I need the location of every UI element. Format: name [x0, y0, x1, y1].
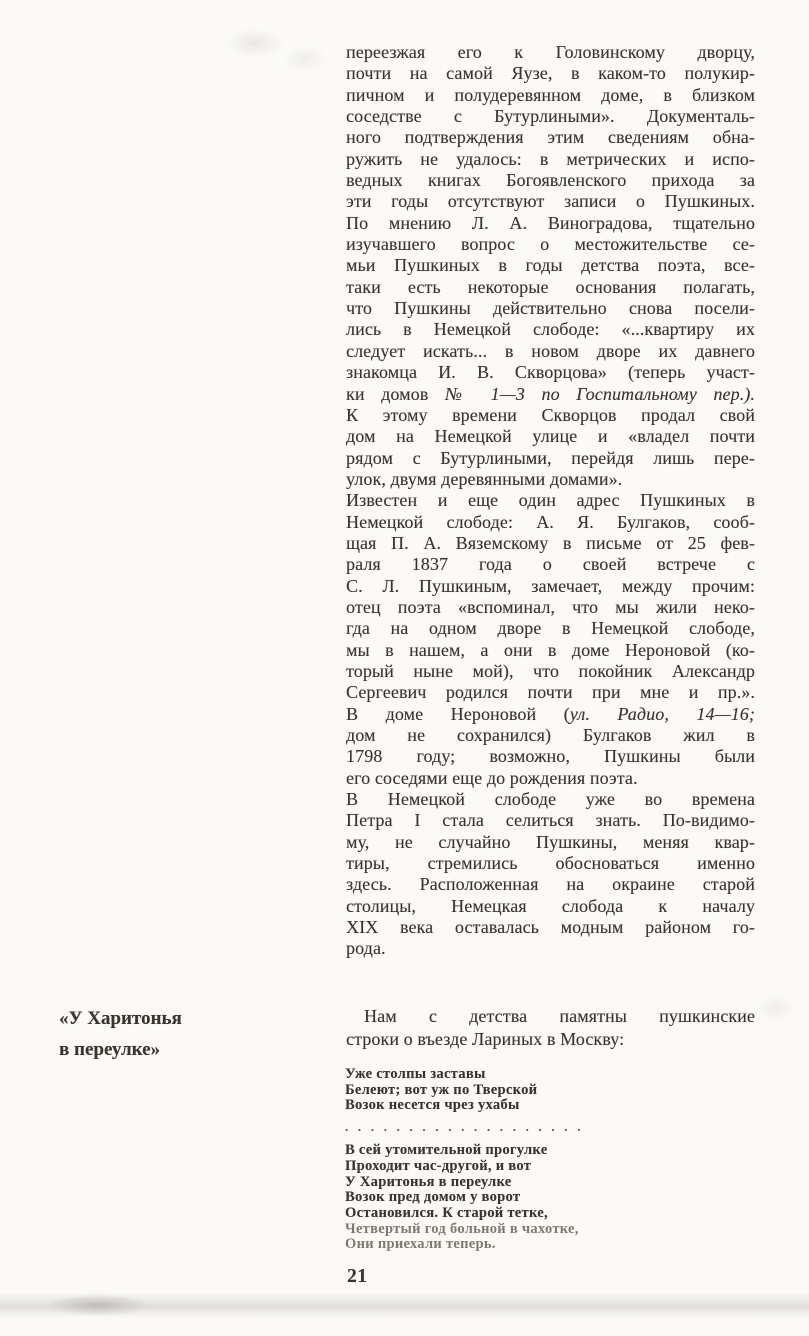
text-segment: Четвертый год больной в чахотке, [345, 1220, 579, 1237]
text-segment: изучавшего вопрос о местожительстве се- [346, 234, 755, 255]
body-text-line [346, 853, 755, 874]
text-segment: отец поэта «вспоминал, что мы жили неко- [346, 596, 755, 617]
text-segment: пичном и полудеревянном доме, в близком [346, 84, 755, 105]
text-segment: 1798 году; возможно, Пушкины были [346, 746, 755, 767]
body-text-line [346, 448, 755, 469]
text-segment: дом на Немецкой улице и «владел почти [346, 426, 755, 447]
text-segment: ного подтверждения этим сведениям обна- [346, 127, 755, 148]
text-segment: рядом с Бутурлиными, перейдя лишь пере- [346, 447, 755, 468]
text-segment: мы в нашем, а они в доме Нероновой (ко- [346, 639, 755, 660]
text-segment: столицы, Немецкая слобода к началу [346, 895, 755, 916]
text-segment: щая П. А. Вяземскому в письме от 25 фев- [346, 532, 755, 553]
poem-line [345, 1206, 665, 1222]
text-segment: Сергеевич родился почти при мне и пр.». [346, 682, 755, 703]
body-text-line [346, 42, 755, 63]
intro-paragraph [346, 1005, 755, 1050]
body-text-line [346, 704, 755, 725]
text-segment: Возок пред домом у ворот [345, 1189, 521, 1206]
body-text-line [346, 661, 755, 682]
text-segment: Известен и еще один адрес Пушкиных в [346, 490, 755, 511]
text-segment: Петра I стала селиться знать. По-видимо- [346, 810, 755, 831]
body-text-line [346, 618, 755, 639]
text-segment: соседстве с Бутурлиными». Документаль- [346, 106, 755, 127]
body-text-line [346, 149, 755, 170]
body-text-line [346, 106, 755, 127]
italic-segment: № 1—3 по Госпитальному пер.). [444, 383, 755, 404]
text-segment: торый ныне мой), что покойник Александр [346, 660, 755, 681]
text-segment: тиры, стремились обосноваться именно [346, 853, 755, 874]
italic-segment: ул. Радио, 14—16; [569, 703, 755, 724]
text-segment: Уже столпы заставы [345, 1066, 486, 1082]
body-text-line [346, 362, 755, 383]
text-segment: следует искать... в новом дворе их давнего [346, 340, 755, 361]
body-text-line [346, 426, 755, 447]
poem-line [345, 1067, 665, 1083]
text-segment: Они приехали теперь. [345, 1236, 496, 1253]
poem-line [345, 1098, 665, 1114]
text-segment: Проходит час-другой, и вот [345, 1157, 532, 1174]
margin-heading-line: в переулке» [59, 1038, 161, 1060]
poem-excerpt [345, 1067, 665, 1253]
poem-line [345, 1190, 665, 1206]
body-text-line [346, 384, 755, 405]
text-segment: дом не сохранился) Булгаков жил в [346, 725, 755, 745]
body-text-line [346, 554, 755, 575]
poem-line [345, 1237, 665, 1253]
text-segment: У Харитонья в переулке [345, 1173, 512, 1190]
body-text-line [346, 576, 755, 597]
body-text-line [346, 597, 755, 618]
body-text-line [346, 874, 755, 895]
body-text-line [346, 298, 755, 319]
text-segment: почти на самой Яузе, в каком-то полукир- [346, 63, 755, 84]
body-text-line [346, 746, 755, 767]
intro-text-line [346, 1028, 755, 1051]
text-segment: Остановился. К старой тетке, [345, 1204, 548, 1221]
text-segment: Белеют; вот уж по Тверской [345, 1081, 538, 1098]
body-text-line [346, 533, 755, 554]
scan-shadow [0, 1292, 809, 1318]
body-text-line [346, 319, 755, 340]
body-text-line [346, 917, 755, 938]
text-segment: Возок несется чрез ухабы [345, 1097, 520, 1114]
intro-text-line [346, 1005, 755, 1028]
body-text-line [346, 789, 755, 810]
poem-ellipsis-line [345, 1120, 665, 1134]
text-segment: эти годы отсутствуют записи о Пушкиных. [346, 191, 755, 212]
text-segment: В сей утомительной прогулке [345, 1142, 548, 1159]
scan-smudge [225, 28, 285, 58]
body-text-line [346, 832, 755, 853]
text-segment: улок, двумя деревянными домами». [346, 468, 623, 489]
body-text-line [346, 63, 755, 84]
text-segment: что Пушкины действительно снова посели- [346, 298, 755, 319]
text-segment: XIX века оставалась модным районом го- [346, 917, 755, 938]
text-segment: гда на одном дворе в Немецкой слободе, [346, 618, 755, 639]
page-number: 21 [347, 1266, 368, 1287]
body-text-line [346, 490, 755, 511]
text-segment: строки о въезде Лариных в Москву: [346, 1028, 625, 1049]
text-segment: ки домов [346, 383, 445, 404]
body-text-line [346, 682, 755, 703]
text-segment: таки есть некоторые основания полагать, [346, 276, 755, 297]
text-segment: ружить не удалось: в метрических и испо- [346, 148, 755, 169]
margin-heading-line: «У Харитонья [59, 1008, 182, 1029]
body-text-line [346, 277, 755, 298]
poem-line [345, 1083, 665, 1099]
body-text-line [346, 896, 755, 917]
body-text-line [346, 469, 755, 490]
text-segment: Нам с детства памятны пушкинские [364, 1006, 755, 1026]
scan-shadow-blob [48, 1294, 148, 1316]
body-text-line [346, 725, 755, 746]
body-text-line [346, 768, 755, 789]
text-segment: Немецкой слободе: А. Я. Булгаков, сооб- [346, 511, 755, 532]
body-text-line [346, 341, 755, 362]
text-segment: С. Л. Пушкиным, замечает, между прочим: [346, 575, 755, 596]
body-text-line [346, 512, 755, 533]
body-text-line [346, 127, 755, 148]
body-text-line [346, 85, 755, 106]
body-text-line [346, 191, 755, 212]
poem-line [345, 1222, 665, 1238]
text-segment: раля 1837 года о своей встрече с [346, 554, 755, 575]
poem-line [345, 1143, 665, 1159]
text-segment: му, не случайно Пушкины, меняя квар- [346, 831, 755, 852]
body-text-line [346, 234, 755, 255]
text-segment: В Немецкой слободе уже во времена [346, 789, 755, 810]
body-text-line [346, 810, 755, 831]
text-segment: По мнению Л. А. Виноградова, тщательно [346, 212, 755, 233]
text-segment: ведных книгах Богоявленского прихода за [346, 170, 755, 191]
body-text-line [346, 255, 755, 276]
text-segment: переезжая его к Головинскому дворцу, [346, 42, 755, 62]
margin-heading [59, 1004, 182, 1065]
text-segment: мьи Пушкиных в годы детства поэта, все- [346, 255, 755, 276]
body-text-line [346, 405, 755, 426]
body-text-line [346, 938, 755, 959]
text-segment: лись в Немецкой слободе: «...квартиру их [346, 319, 755, 340]
text-segment: знакомца И. В. Скворцова» (теперь участ- [346, 362, 755, 383]
poem-line [345, 1159, 665, 1175]
main-text-column [346, 42, 755, 960]
body-text-line [346, 170, 755, 191]
poem-line [345, 1175, 665, 1191]
scan-smudge [755, 995, 795, 1021]
text-segment: рода. [346, 938, 386, 959]
text-segment: его соседями еще до рождения поэта. [346, 767, 638, 788]
text-segment: здесь. Расположенная на окраине старой [346, 874, 755, 895]
body-text-line [346, 640, 755, 661]
text-segment: . . . . . . . . . . . . . . . . . . . [345, 1119, 584, 1135]
text-segment: В доме Нероновой ( [346, 703, 570, 724]
body-text-line [346, 213, 755, 234]
text-segment: К этому времени Скворцов продал свой [346, 404, 755, 425]
scan-smudge [282, 46, 328, 72]
